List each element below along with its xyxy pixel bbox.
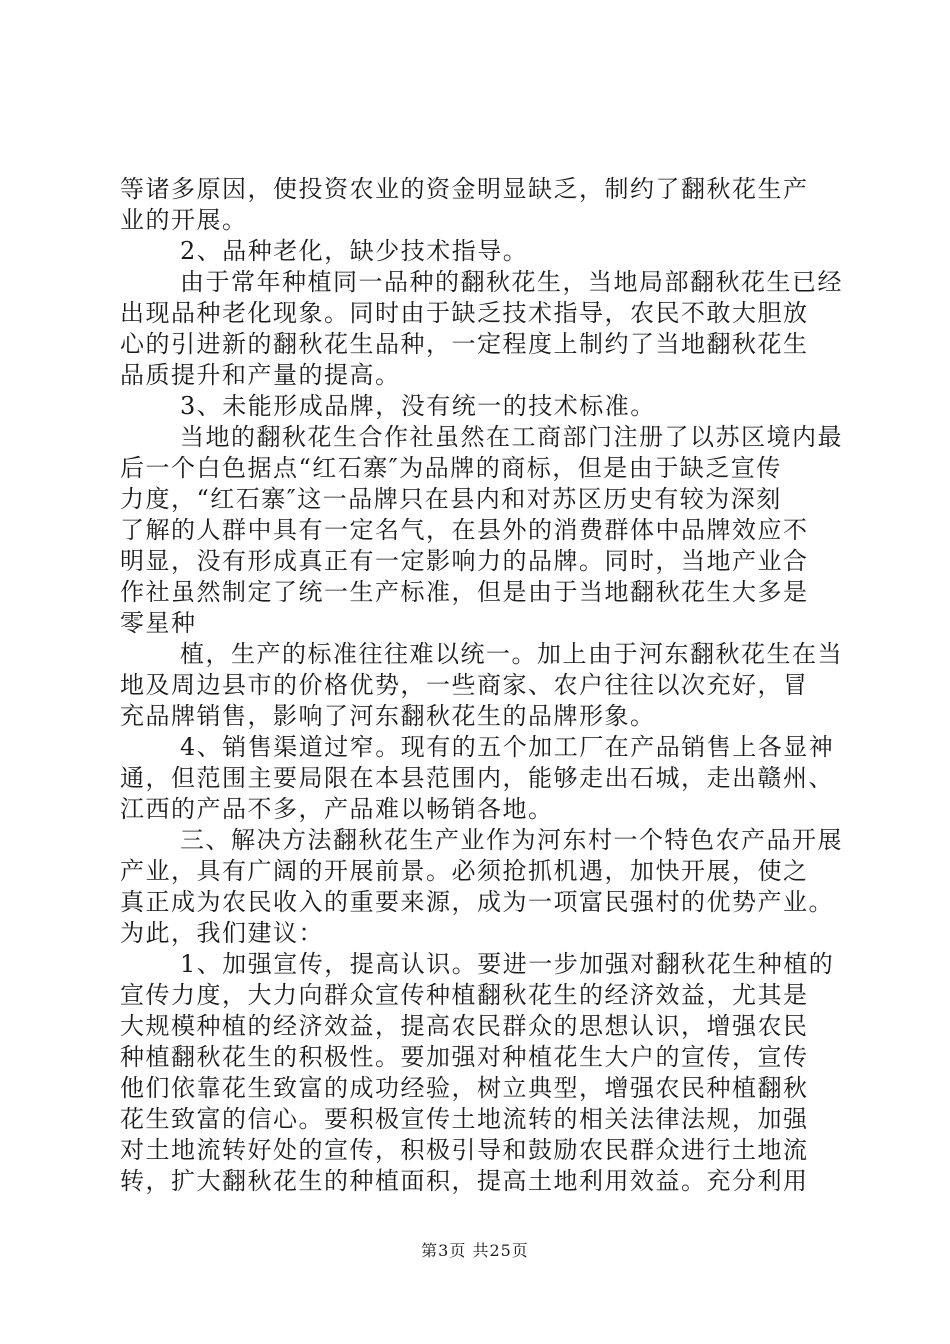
text-line: 力度，“红石寨″这一品牌只在县内和对苏区历史有较为深刻 [120, 485, 782, 513]
text-line: 作社虽然制定了统一生产标准，但是由于当地翻秋花生大多是 [120, 578, 809, 606]
text-line: 后一个白色据点“红石寨″为品牌的商标，但是由于缺乏宣传 [120, 454, 782, 482]
text-line: 零星种 [120, 609, 197, 637]
section-heading: 3、未能形成品牌，没有统一的技术标准。 [180, 392, 656, 420]
text-line: 植，生产的标准往往难以统一。加上由于河东翻秋花生在当 [180, 640, 843, 668]
text-line: 转，扩大翻秋花生的种植面积，提高土地利用效益。充分利用 [120, 1167, 809, 1195]
text-line: 了解的人群中具有一定名气，在县外的消费群体中品牌效应不 [120, 516, 809, 544]
text-line: 江西的产品不多，产品难以畅销各地。 [120, 795, 554, 823]
text-line: 对土地流转好处的宣传，积极引导和鼓励农民群众进行土地流 [120, 1136, 809, 1164]
text-line: 当地的翻秋花生合作社虽然在工商部门注册了以苏区境内最 [180, 423, 843, 451]
text-line: 充品牌销售，影响了河东翻秋花生的品牌形象。 [120, 702, 656, 730]
text-line: 大规模种植的经济效益，提高农民群众的思想认识，增强农民 [120, 1012, 809, 1040]
section-heading: 1、加强宣传，提高认识。要进一步加强对翻秋花生种植的 [180, 950, 835, 978]
text-line: 出现品种老化现象。同时由于缺乏技术指导，农民不敢大胆放 [120, 299, 809, 327]
section-heading: 2、品种老化，缺少技术指导。 [180, 237, 529, 265]
text-line: 通，但范围主要局限在本县范围内，能够走出石城，走出赣州、 [120, 764, 834, 792]
text-line: 产业，具有广阔的开展前景。必须抢抓机遇，加快开展，使之 [120, 857, 809, 885]
document-body [120, 174, 843, 1197]
text-line: 明显，没有形成真正有一定影响力的品牌。同时，当地产业合 [120, 547, 809, 575]
section-heading: 三、解决方法翻秋花生产业作为河东村一个特色农产品开展 [180, 826, 843, 854]
text-line: 宣传力度，大力向群众宣传种植翻秋花生的经济效益，尤其是 [120, 981, 809, 1009]
text-line: 为此，我们建议： [120, 919, 324, 947]
text-line: 心的引进新的翻秋花生品种，一定程度上制约了当地翻秋花生 [120, 330, 809, 358]
text-line: 品质提升和产量的提高。 [120, 361, 401, 389]
text-line: 种植翻秋花生的积极性。要加强对种植花生大户的宣传，宣传 [120, 1043, 809, 1071]
page-number-footer: 第3页 共25页 [421, 1241, 529, 1260]
text-line: 他们依靠花生致富的成功经验，树立典型，增强农民种植翻秋 [120, 1074, 809, 1102]
text-line: 花生致富的信心。要积极宣传土地流转的相关法律法规，加强 [120, 1105, 809, 1133]
text-line: 等诸多原因，使投资农业的资金明显缺乏，制约了翻秋花生产 [120, 175, 809, 203]
text-line: 地及周边县市的价格优势，一些商家、农户往往以次充好，冒 [120, 671, 809, 699]
text-line: 真正成为农民收入的重要来源，成为一项富民强村的优势产业。 [120, 888, 834, 916]
text-line: 由于常年种植同一品种的翻秋花生，当地局部翻秋花生已经 [180, 268, 843, 296]
text-line: 业的开展。 [120, 206, 248, 234]
section-heading: 4、销售渠道过窄。现有的五个加工厂在产品销售上各显神 [180, 733, 835, 761]
